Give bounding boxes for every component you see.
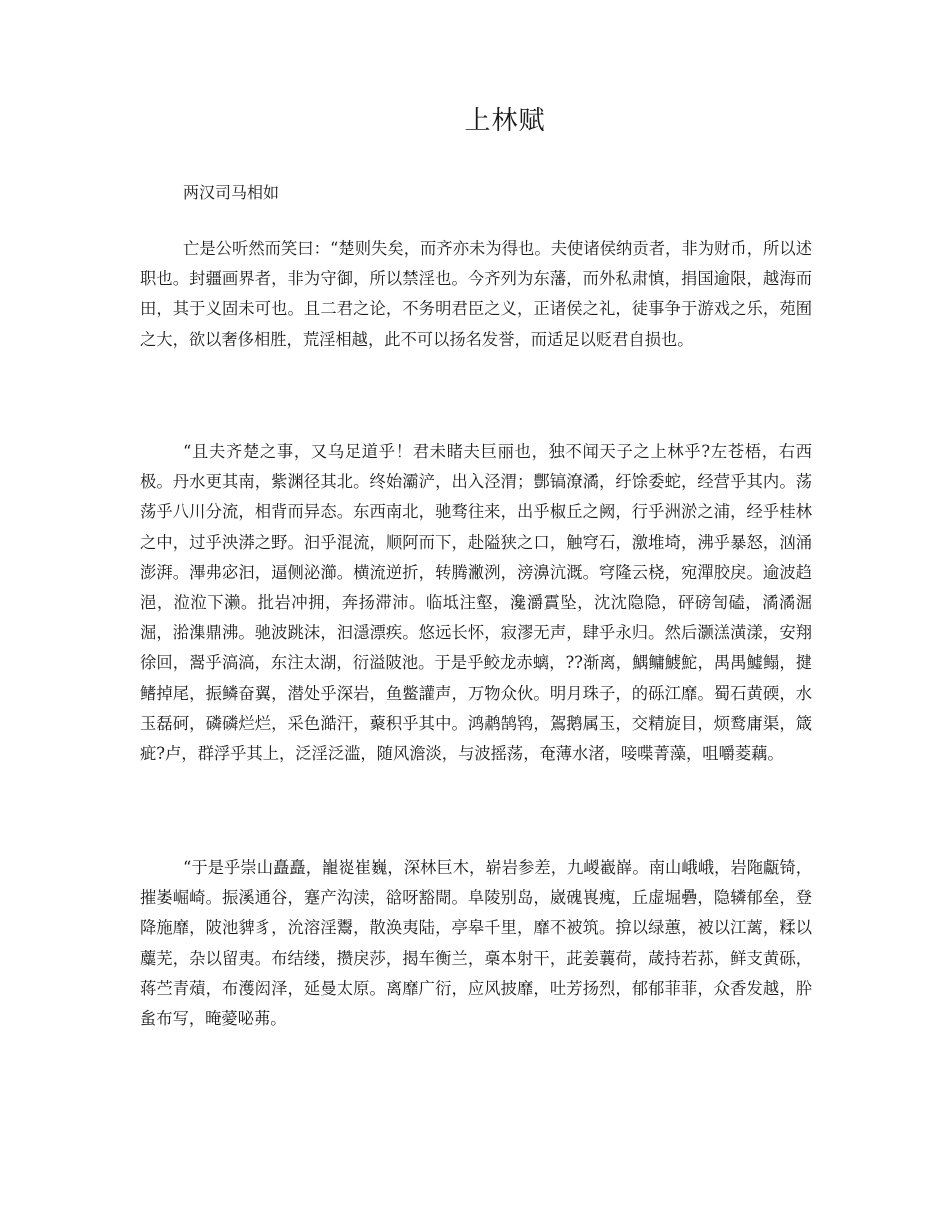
paragraph-2: “且夫齐楚之事，又乌足道乎！君未睹夫巨丽也，独不闻天子之上林乎?左苍梧，右西极。丹水更其南，紫渊径其北。终始灞浐，出入泾渭；酆镐潦潏，纡馀委蛇，经营乎其内。荡荡乎八川分流，相背而异态。东西南北，驰骛往来，出乎椒丘之阙，行乎洲淤之浦，经乎桂林之中，过乎泱漭之野。汩乎混流，顺阿而下，赴隘狭之口，触穹石，激堆埼，沸乎暴怒，汹涌澎湃。滭弗宓汩，逼侧泌瀄。横流逆折，转腾潎洌，滂濞沆溉。穹隆云桡，宛潬胶戾。逾波趋浥，涖涖下濑。批岩冲拥，奔扬滞沛。临坻注壑，瀺灂霣坠，沈沈隐隐，砰磅訇磕，潏潏淈淈，湁潗鼎沸。驰波跳沫，汩濦漂疾。悠远长怀，寂漻无声，肆乎永归。然后灏溔潢漾，安翔徐回，翯乎滈滈，东注太湖，衍溢陂池。于是乎鲛龙赤螭，??渐离，鰅鳙鰬鮀，禺禺鱋鳎，揵鳍掉尾，振鳞奋翼，潜处乎深岩，鱼鳖讙声，万物众伙。明月珠子，的砾江靡。蜀石黄碝，水玉磊砢，磷磷烂烂，采色澔汗，藂积乎其中。鸿鹔鹄鸨，鴐鹅属玉，交精旋目，烦鹜庸渠，箴疵?卢，群浮乎其上，泛淫泛滥，随风澹淡，与波摇荡，奄薄水渚，唼喋菁藻，咀嚼菱藕。 <box>140 442 812 764</box>
page-title: 上林赋 <box>464 106 546 136</box>
author-line: 两汉司马相如 <box>183 183 280 202</box>
paragraph-3: “于是乎崇山矗矗，巃嵸崔巍，深林巨木，崭岩参差，九嵕嶻嶭。南山峨峨，岩陁甗锜，摧崣崛崎。振溪通谷，蹇产沟渎，谽呀豁閜。阜陵别岛，崴磈嵔瘣，丘虚堀礨，隐辚郁垒，登降施靡，陂池貏豸，沇溶淫鬻，散涣夷陆，亭皋千里，靡不被筑。揜以绿蕙，被以江蓠，糅以蘪芜，杂以留夷。布结缕，攒戾莎，揭车衡兰，槀本射干，茈姜蘘荷，葴持若荪，鲜支黄砾，蒋苎青薠，布濩闳泽，延曼太原。离靡广衍，应风披靡，吐芳扬烈，郁郁菲菲，众香发越，肸蚃布写，晻薆咇茀。 <box>140 858 812 1029</box>
paragraph-1: 亡是公听然而笑曰：“楚则失矣，而齐亦未为得也。夫使诸侯纳贡者，非为财币，所以述职也。封疆画界者，非为守御，所以禁淫也。今齐列为东藩，而外私肃慎，捐国逾限，越海而田，其于义固未可也。且二君之论，不务明君臣之义，正诸侯之礼，徒事争于游戏之乐，苑囿之大，欲以奢侈相胜，荒淫相越，此不可以扬名发誉，而适足以贬君自损也。 <box>140 239 812 349</box>
